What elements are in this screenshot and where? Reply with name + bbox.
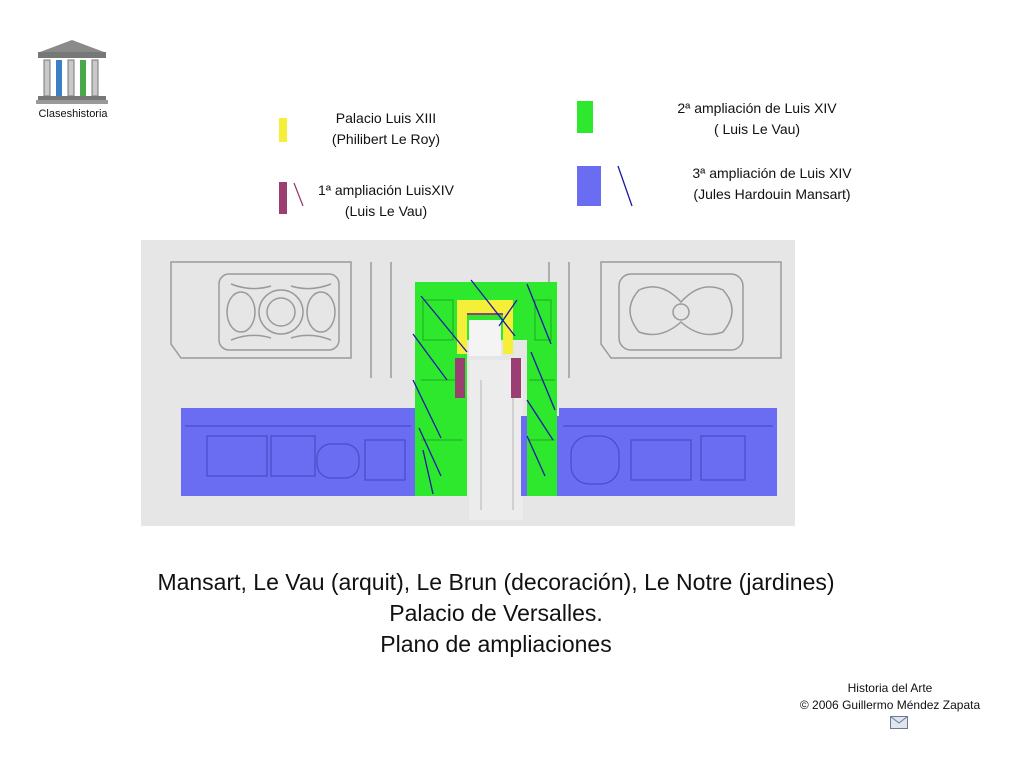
- title-line2: Palacio de Versalles.: [389, 600, 603, 626]
- legend-entry-second-extension: [650, 98, 864, 140]
- first-extension-left: [455, 358, 465, 398]
- legend-swatch-second-extension: [577, 101, 593, 133]
- logo-caption: Claseshistoria: [38, 108, 108, 120]
- legend-swatch-luis-xiii: [279, 118, 287, 142]
- legend-entry-line2: (Philibert Le Roy): [331, 131, 441, 147]
- legend-entry-line1: Palacio Luis XIII: [335, 110, 437, 126]
- legend-entry-line2: ( Luis Le Vau): [713, 121, 801, 137]
- legend-hatch-third-extension: [615, 164, 635, 208]
- legend-entry-line1: 1ª ampliación LuisXIV: [318, 182, 454, 198]
- greek-temple-icon[interactable]: [36, 38, 108, 104]
- legend-entry-line2: (Luis Le Vau): [344, 203, 428, 219]
- first-extension-right: [511, 358, 521, 398]
- credit-line1: Historia del Arte: [847, 681, 933, 695]
- third-extension-south-wing: [181, 408, 415, 496]
- slide-title: [0, 567, 992, 660]
- versailles-floor-plan: [141, 240, 795, 526]
- legend-entry-first-extension: [298, 180, 474, 222]
- legend-entry-luis-xiii: [300, 108, 472, 150]
- third-extension-north-wing: [559, 408, 777, 496]
- title-line3: Plano de ampliaciones: [380, 631, 612, 657]
- credit-line2: © 2006 Guillermo Méndez Zapata: [799, 698, 981, 712]
- title-line1: Mansart, Le Vau (arquit), Le Brun (decoración), Le Notre (jardines): [157, 569, 835, 595]
- legend-entry-line2: (Jules Hardouin Mansart): [693, 186, 851, 202]
- credit: [760, 680, 1020, 714]
- legend-swatch-third-extension: [577, 166, 601, 206]
- legend-entry-third-extension: [664, 163, 880, 205]
- legend-swatch-first-extension: [279, 182, 287, 214]
- legend-entry-line1: 2ª ampliación de Luis XIV: [677, 100, 837, 116]
- envelope-icon[interactable]: [890, 716, 908, 729]
- legend-entry-line1: 3ª ampliación de Luis XIV: [692, 165, 852, 181]
